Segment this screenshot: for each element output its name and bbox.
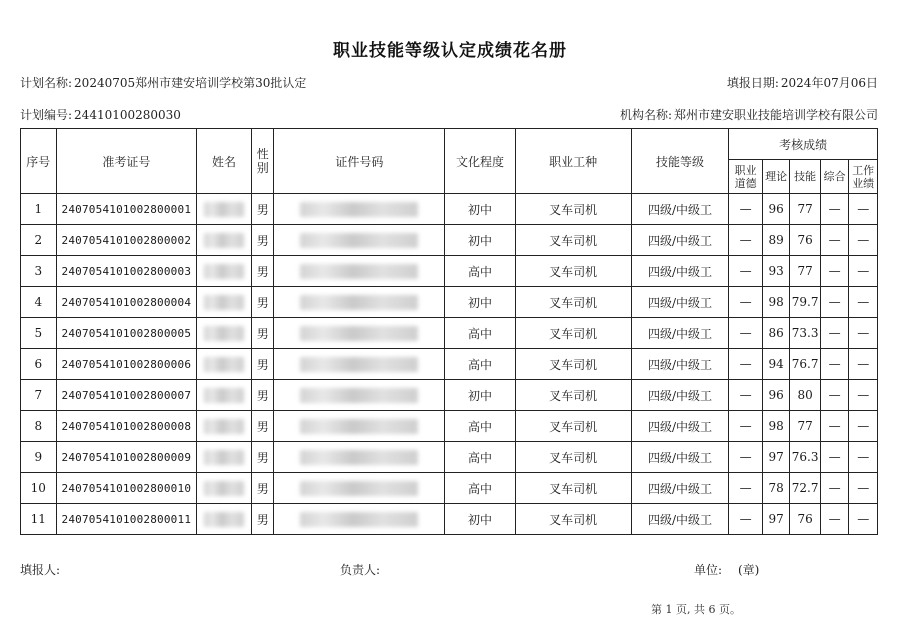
header-occupation: 职业工种 xyxy=(515,129,631,194)
overall-cell: — xyxy=(820,225,848,256)
header-exam-no: 准考证号 xyxy=(56,129,196,194)
redacted-id-number xyxy=(300,388,418,403)
level-cell: 四级/中级工 xyxy=(631,380,729,411)
occupation-cell: 叉车司机 xyxy=(515,504,631,535)
ethics-cell: — xyxy=(729,442,763,473)
fill-date xyxy=(727,74,878,91)
table-row xyxy=(21,442,878,473)
level-cell: 四级/中级工 xyxy=(631,442,729,473)
theory-cell: 93 xyxy=(762,256,789,287)
name-cell xyxy=(197,225,252,256)
table-row xyxy=(21,225,878,256)
seq-cell: 5 xyxy=(21,318,57,349)
name-cell xyxy=(197,411,252,442)
education-cell: 初中 xyxy=(445,194,515,225)
name-cell xyxy=(197,442,252,473)
id-no-cell xyxy=(274,442,445,473)
education-cell: 初中 xyxy=(445,380,515,411)
skill-cell: 76.3 xyxy=(790,442,821,473)
redacted-id-number xyxy=(300,450,418,465)
ethics-cell: — xyxy=(729,473,763,504)
institution xyxy=(620,106,878,123)
education-cell: 高中 xyxy=(445,256,515,287)
header-ethics: 职业道德 xyxy=(729,160,763,194)
ethics-cell: — xyxy=(729,504,763,535)
gender-cell: 男 xyxy=(252,256,274,287)
institution-value: 郑州市建安职业技能培训学校有限公司 xyxy=(673,108,878,122)
gender-cell: 男 xyxy=(252,504,274,535)
exam-no-cell: 2407054101002800010 xyxy=(56,473,196,504)
table-row xyxy=(21,504,878,535)
gender-cell: 男 xyxy=(252,349,274,380)
occupation-cell: 叉车司机 xyxy=(515,411,631,442)
ethics-cell: — xyxy=(729,287,763,318)
education-cell: 高中 xyxy=(445,442,515,473)
id-no-cell xyxy=(274,194,445,225)
education-cell: 高中 xyxy=(445,411,515,442)
id-no-cell xyxy=(274,287,445,318)
seq-cell: 1 xyxy=(21,194,57,225)
page-title: 职业技能等级认定成绩花名册 xyxy=(333,41,567,61)
exam-no-cell: 2407054101002800002 xyxy=(56,225,196,256)
ethics-cell: — xyxy=(729,411,763,442)
seq-cell: 3 xyxy=(21,256,57,287)
gender-cell: 男 xyxy=(252,473,274,504)
performance-cell: — xyxy=(849,473,878,504)
seal-label: (章) xyxy=(738,563,760,577)
header-level: 技能等级 xyxy=(631,129,729,194)
redacted-id-number xyxy=(300,512,418,527)
performance-cell: — xyxy=(849,318,878,349)
plan-number-label: 计划编号: xyxy=(20,108,73,122)
id-no-cell xyxy=(274,225,445,256)
header-overall: 综合 xyxy=(820,160,848,194)
level-cell: 四级/中级工 xyxy=(631,287,729,318)
occupation-cell: 叉车司机 xyxy=(515,194,631,225)
redacted-name xyxy=(204,264,244,279)
ethics-cell: — xyxy=(729,318,763,349)
header-scores: 考核成绩 xyxy=(729,129,878,160)
overall-cell: — xyxy=(820,194,848,225)
education-cell: 高中 xyxy=(445,473,515,504)
level-cell: 四级/中级工 xyxy=(631,318,729,349)
theory-cell: 97 xyxy=(762,504,789,535)
name-cell xyxy=(197,318,252,349)
redacted-name xyxy=(204,295,244,310)
gender-cell: 男 xyxy=(252,380,274,411)
overall-cell: — xyxy=(820,349,848,380)
plan-name-label: 计划名称: xyxy=(20,76,73,90)
occupation-cell: 叉车司机 xyxy=(515,473,631,504)
redacted-name xyxy=(204,233,244,248)
table-row xyxy=(21,256,878,287)
overall-cell: — xyxy=(820,473,848,504)
redacted-name xyxy=(204,419,244,434)
table-row xyxy=(21,380,878,411)
header-row xyxy=(21,129,878,160)
exam-no-cell: 2407054101002800005 xyxy=(56,318,196,349)
name-cell xyxy=(197,473,252,504)
overall-cell: — xyxy=(820,318,848,349)
theory-cell: 89 xyxy=(762,225,789,256)
redacted-name xyxy=(204,512,244,527)
redacted-name xyxy=(204,357,244,372)
plan-number-value: 24410100280030 xyxy=(74,108,181,122)
table-row xyxy=(21,473,878,504)
ethics-cell: — xyxy=(729,380,763,411)
redacted-name xyxy=(204,481,244,496)
occupation-cell: 叉车司机 xyxy=(515,256,631,287)
redacted-id-number xyxy=(300,202,418,217)
overall-cell: — xyxy=(820,287,848,318)
performance-cell: — xyxy=(849,349,878,380)
seq-cell: 4 xyxy=(21,287,57,318)
seq-cell: 7 xyxy=(21,380,57,411)
seq-cell: 9 xyxy=(21,442,57,473)
table-row xyxy=(21,194,878,225)
overall-cell: — xyxy=(820,442,848,473)
seq-cell: 8 xyxy=(21,411,57,442)
education-cell: 高中 xyxy=(445,349,515,380)
name-cell xyxy=(197,194,252,225)
redacted-id-number xyxy=(300,481,418,496)
unit-label: 单位: xyxy=(694,563,723,577)
education-cell: 初中 xyxy=(445,504,515,535)
header-education: 文化程度 xyxy=(445,129,515,194)
education-cell: 高中 xyxy=(445,318,515,349)
occupation-cell: 叉车司机 xyxy=(515,380,631,411)
id-no-cell xyxy=(274,318,445,349)
header-theory: 理论 xyxy=(762,160,789,194)
plan-name-value: 20240705郑州市建安培训学校第30批认定 xyxy=(74,76,307,90)
id-no-cell xyxy=(274,504,445,535)
name-cell xyxy=(197,256,252,287)
level-cell: 四级/中级工 xyxy=(631,349,729,380)
redacted-id-number xyxy=(300,295,418,310)
roster-body xyxy=(21,194,878,535)
filler-label: 填报人: xyxy=(20,563,61,577)
redacted-id-number xyxy=(300,419,418,434)
exam-no-cell: 2407054101002800003 xyxy=(56,256,196,287)
overall-cell: — xyxy=(820,256,848,287)
level-cell: 四级/中级工 xyxy=(631,473,729,504)
theory-cell: 98 xyxy=(762,287,789,318)
exam-no-cell: 2407054101002800001 xyxy=(56,194,196,225)
redacted-name xyxy=(204,326,244,341)
overall-cell: — xyxy=(820,411,848,442)
header-name: 姓名 xyxy=(197,129,252,194)
redacted-id-number xyxy=(300,233,418,248)
performance-cell: — xyxy=(849,256,878,287)
level-cell: 四级/中级工 xyxy=(631,225,729,256)
skill-cell: 77 xyxy=(790,256,821,287)
occupation-cell: 叉车司机 xyxy=(515,318,631,349)
ethics-cell: — xyxy=(729,256,763,287)
performance-cell: — xyxy=(849,380,878,411)
skill-cell: 80 xyxy=(790,380,821,411)
gender-cell: 男 xyxy=(252,194,274,225)
redacted-id-number xyxy=(300,264,418,279)
education-cell: 初中 xyxy=(445,287,515,318)
performance-cell: — xyxy=(849,287,878,318)
overall-cell: — xyxy=(820,504,848,535)
level-cell: 四级/中级工 xyxy=(631,256,729,287)
exam-no-cell: 2407054101002800011 xyxy=(56,504,196,535)
ethics-cell: — xyxy=(729,349,763,380)
seq-cell: 10 xyxy=(21,473,57,504)
gender-cell: 男 xyxy=(252,318,274,349)
redacted-id-number xyxy=(300,357,418,372)
skill-cell: 72.7 xyxy=(790,473,821,504)
performance-cell: — xyxy=(849,194,878,225)
performance-cell: — xyxy=(849,442,878,473)
exam-no-cell: 2407054101002800007 xyxy=(56,380,196,411)
exam-no-cell: 2407054101002800008 xyxy=(56,411,196,442)
id-no-cell xyxy=(274,349,445,380)
theory-cell: 86 xyxy=(762,318,789,349)
redacted-id-number xyxy=(300,326,418,341)
skill-cell: 79.7 xyxy=(790,287,821,318)
table-row xyxy=(21,318,878,349)
seq-cell: 2 xyxy=(21,225,57,256)
performance-cell: — xyxy=(849,225,878,256)
seq-cell: 11 xyxy=(21,504,57,535)
performance-cell: — xyxy=(849,504,878,535)
id-no-cell xyxy=(274,473,445,504)
plan-number xyxy=(20,106,181,123)
redacted-name xyxy=(204,450,244,465)
name-cell xyxy=(197,504,252,535)
name-cell xyxy=(197,349,252,380)
theory-cell: 98 xyxy=(762,411,789,442)
theory-cell: 94 xyxy=(762,349,789,380)
header-gender: 性别 xyxy=(252,129,274,194)
skill-cell: 76 xyxy=(790,225,821,256)
table-row xyxy=(21,349,878,380)
header-performance: 工作业绩 xyxy=(849,160,878,194)
plan-name xyxy=(20,74,306,91)
fill-date-label: 填报日期: xyxy=(726,76,779,90)
ethics-cell: — xyxy=(729,225,763,256)
theory-cell: 78 xyxy=(762,473,789,504)
name-cell xyxy=(197,287,252,318)
page-number-note: 第 1 页, 共 6 页。 xyxy=(651,603,741,616)
exam-no-cell: 2407054101002800004 xyxy=(56,287,196,318)
redacted-name xyxy=(204,202,244,217)
exam-no-cell: 2407054101002800006 xyxy=(56,349,196,380)
theory-cell: 96 xyxy=(762,380,789,411)
ethics-cell: — xyxy=(729,194,763,225)
skill-cell: 76.7 xyxy=(790,349,821,380)
level-cell: 四级/中级工 xyxy=(631,411,729,442)
gender-cell: 男 xyxy=(252,442,274,473)
gender-cell: 男 xyxy=(252,411,274,442)
seq-cell: 6 xyxy=(21,349,57,380)
gender-cell: 男 xyxy=(252,225,274,256)
level-cell: 四级/中级工 xyxy=(631,194,729,225)
id-no-cell xyxy=(274,380,445,411)
score-roster-table xyxy=(20,128,878,535)
fill-date-value: 2024年07月06日 xyxy=(780,76,878,90)
redacted-name xyxy=(204,388,244,403)
occupation-cell: 叉车司机 xyxy=(515,225,631,256)
skill-cell: 77 xyxy=(790,411,821,442)
header-id-no: 证件号码 xyxy=(274,129,445,194)
id-no-cell xyxy=(274,256,445,287)
theory-cell: 97 xyxy=(762,442,789,473)
occupation-cell: 叉车司机 xyxy=(515,349,631,380)
header-skill: 技能 xyxy=(790,160,821,194)
institution-label: 机构名称: xyxy=(619,108,672,122)
performance-cell: — xyxy=(849,411,878,442)
theory-cell: 96 xyxy=(762,194,789,225)
table-row xyxy=(21,287,878,318)
skill-cell: 73.3 xyxy=(790,318,821,349)
level-cell: 四级/中级工 xyxy=(631,504,729,535)
overall-cell: — xyxy=(820,380,848,411)
header-seq: 序号 xyxy=(21,129,57,194)
occupation-cell: 叉车司机 xyxy=(515,442,631,473)
skill-cell: 76 xyxy=(790,504,821,535)
table-row xyxy=(21,411,878,442)
occupation-cell: 叉车司机 xyxy=(515,287,631,318)
skill-cell: 77 xyxy=(790,194,821,225)
responsible-label: 负责人: xyxy=(340,563,381,577)
exam-no-cell: 2407054101002800009 xyxy=(56,442,196,473)
id-no-cell xyxy=(274,411,445,442)
name-cell xyxy=(197,380,252,411)
education-cell: 初中 xyxy=(445,225,515,256)
gender-cell: 男 xyxy=(252,287,274,318)
